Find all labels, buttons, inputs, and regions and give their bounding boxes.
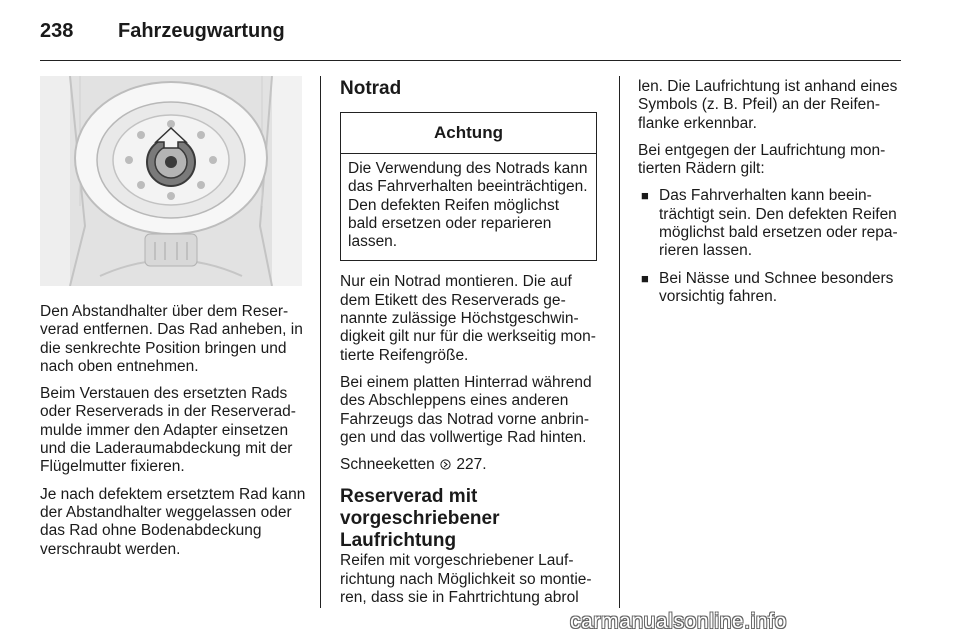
list-item: [638, 270, 902, 307]
left-column: [40, 303, 308, 568]
subheading: Reserverad mit vorgeschriebener Laufrichtung: [340, 486, 500, 552]
list-item: [638, 187, 902, 260]
page-number: 238: [40, 19, 74, 42]
page-header: [40, 18, 285, 44]
paragraph: Beim Verstauen des ersetzten Rads oder Reserverads in der Reserveradmulde immer den Adapter einsetzen und die Laderaumabdeckung mit der Flügelmutter fixieren.: [40, 385, 296, 476]
list-item-text: Bei Nässe und Schnee besonders vorsichtig fahren.: [659, 269, 894, 305]
crossref-label: Schneeketten: [340, 456, 435, 474]
column-divider: [619, 76, 620, 608]
bullet-list: [638, 187, 902, 306]
watermark: carmanualsonline.info: [570, 610, 787, 633]
section-heading: Notrad: [340, 78, 402, 99]
paragraph: Den Abstandhalter über dem Reserverad entfernen. Das Rad anheben, in die senkrechte Position bringen und nach oben entnehmen.: [40, 303, 303, 375]
spare-wheel-figure: [40, 76, 302, 286]
caution-text: Die Verwendung des Notrads kann das Fahrverhalten beeinträchtigen. Den defekten Reifen möglichst bald ersetzen oder reparieren lassen.: [348, 160, 588, 251]
middle-column: [340, 78, 602, 616]
square-bullet-icon: ■: [641, 188, 649, 204]
cross-reference[interactable]: [340, 456, 602, 474]
paragraph: Bei einem platten Hinterrad während des Abschleppens eines anderen Fahrzeugs das Notrad vorne anbringen und das vollwertige Rad hinten.: [340, 373, 592, 446]
spare-wheel-illustration: [40, 76, 302, 286]
right-column: [638, 78, 902, 315]
caution-title: Achtung: [341, 113, 596, 154]
paragraph: len. Die Laufrichtung ist anhand eines Symbols (z. B. Pfeil) an der Reifenflanke erkennbar.: [638, 78, 898, 132]
page-title: Fahrzeugwartung: [118, 19, 285, 42]
crossref-page: 227.: [456, 456, 487, 474]
caution-box: [340, 112, 597, 261]
column-divider: [320, 76, 321, 608]
header-rule: [40, 60, 901, 61]
paragraph: Je nach defektem ersetztem Rad kann der Abstandhalter weggelassen oder das Rad ohne Bodenabdeckung verschraubt werden.: [40, 485, 306, 558]
paragraph: Bei entgegen der Laufrichtung montierten Rädern gilt:: [638, 141, 886, 178]
list-item-text: Das Fahrverhalten kann beeinträchtigt sein. Den defekten Reifen möglichst bald ersetzen oder reparieren lassen.: [659, 187, 898, 260]
paragraph: Nur ein Notrad montieren. Die auf dem Etikett des Reserverads genannte zulässige Höchstgeschwindigkeit gilt nur für die werkseitig montierte Reifengröße.: [340, 273, 596, 364]
paragraph: Reifen mit vorgeschriebener Laufrichtung nach Möglichkeit so montieren, dass sie in Fahrtrichtung abrol: [340, 552, 592, 607]
arrow-crossref-icon: [440, 459, 451, 470]
square-bullet-icon: ■: [641, 270, 649, 286]
